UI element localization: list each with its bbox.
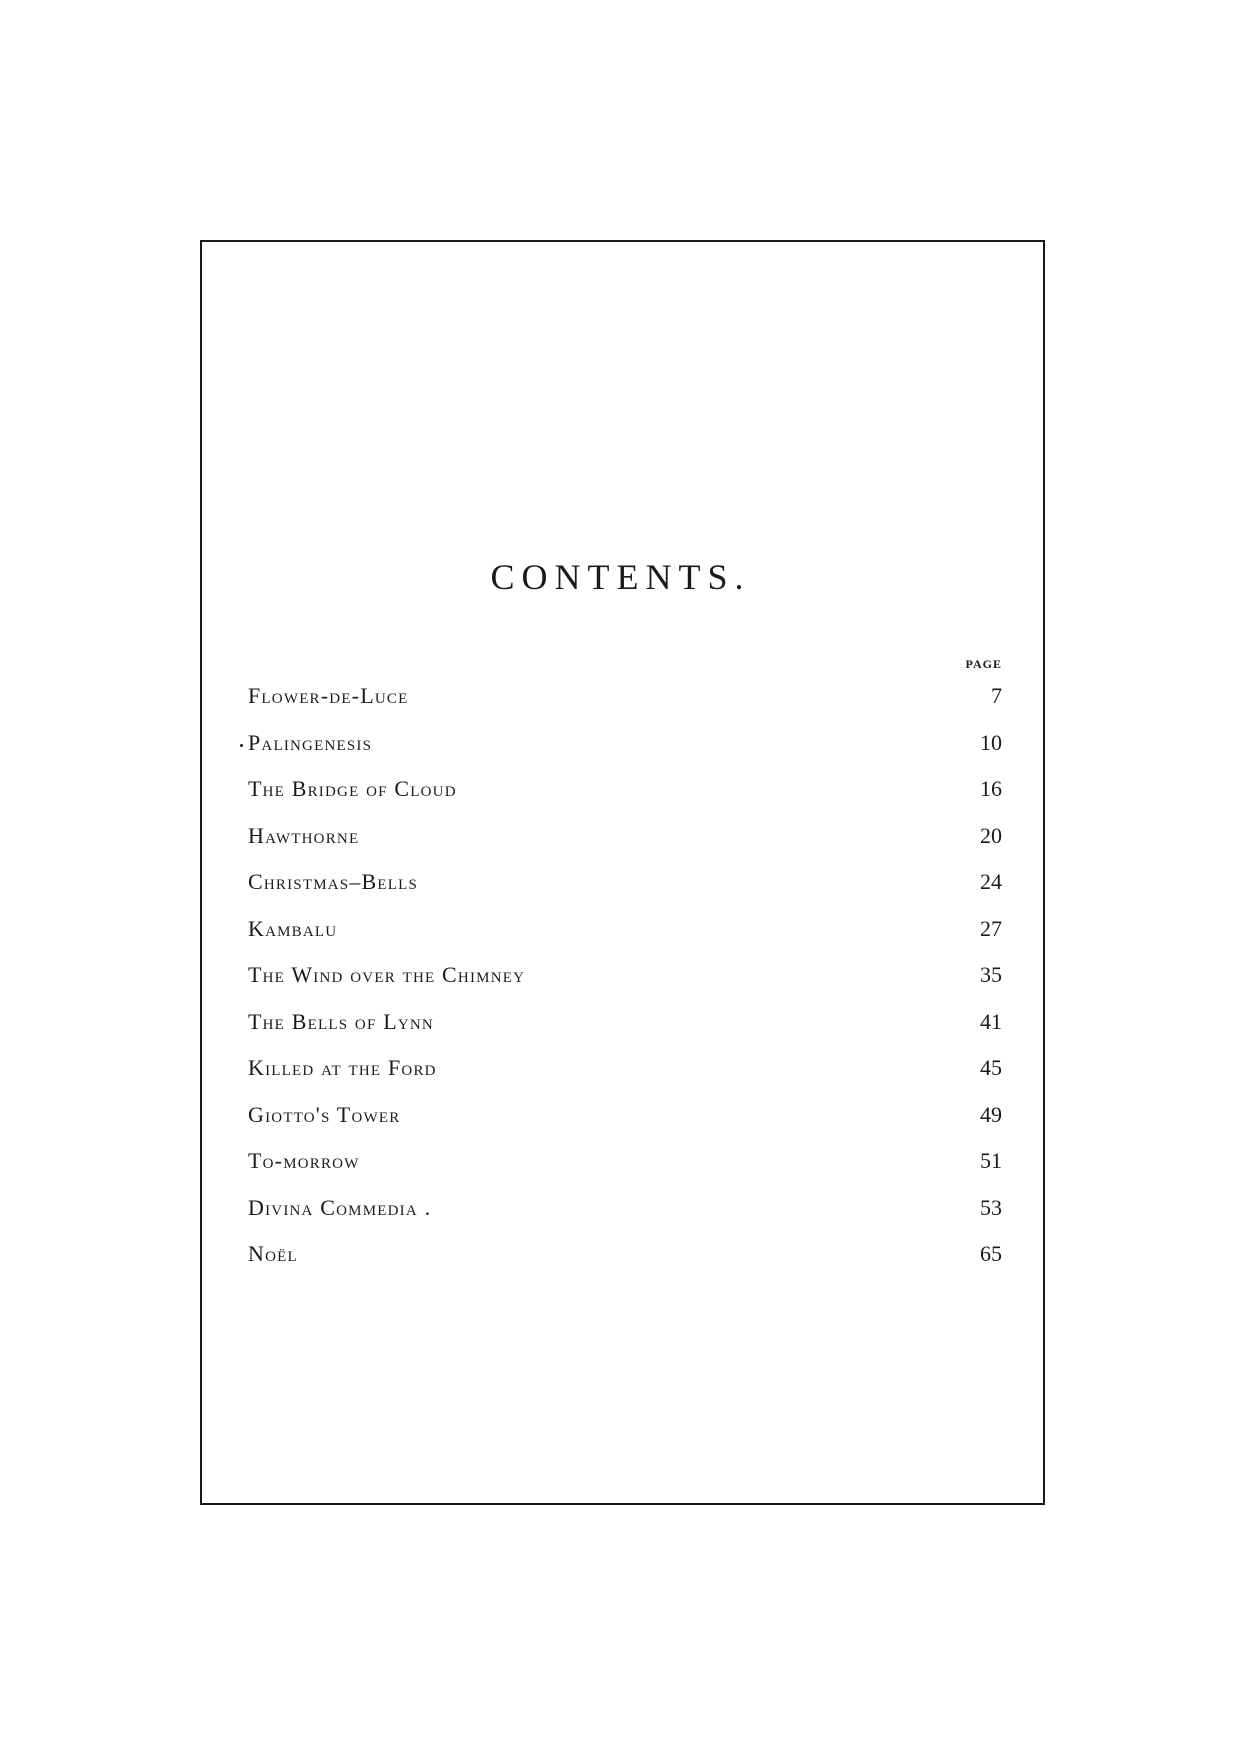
toc-entry-page: 41	[980, 1008, 1002, 1034]
toc-entry-page: 53	[980, 1194, 1002, 1220]
toc-entry	[248, 1143, 1002, 1190]
toc-entry	[248, 1236, 1002, 1283]
toc-entry	[248, 1097, 1002, 1144]
toc-entry	[248, 1004, 1002, 1051]
toc-entry	[248, 911, 1002, 958]
toc-entry-title: The Bridge of Cloud	[248, 776, 457, 801]
toc-entry-title: The Bells of Lynn	[248, 1008, 434, 1034]
toc-entry-page: 49	[980, 1101, 1002, 1127]
toc-entry	[248, 1050, 1002, 1097]
toc-entry-title: Kambalu	[248, 915, 338, 941]
toc-entry-title: To-morrow	[248, 1148, 360, 1173]
stray-print-mark	[240, 744, 243, 747]
toc-entry-page: 35	[980, 962, 1002, 987]
toc-entry-page: 51	[980, 1148, 1002, 1173]
toc-entry-page: 10	[980, 729, 1002, 755]
toc-entry-page: 16	[980, 776, 1002, 801]
toc-entry-title: Giotto's Tower	[248, 1101, 401, 1127]
toc-entry-page: 24	[980, 869, 1002, 894]
toc-entry-title: Hawthorne	[248, 822, 360, 848]
toc-entry-title: Christmas–Bells	[248, 869, 419, 894]
page-column-header: PAGE	[965, 657, 1002, 671]
toc-entry	[248, 771, 1002, 818]
toc-entry-page: 27	[980, 915, 1002, 941]
toc-entry-title: Divina Commedia .	[248, 1194, 432, 1220]
toc-entry-title: Noël	[248, 1241, 298, 1266]
toc-entry-title: Palingenesis	[248, 729, 373, 755]
toc-entry-page: 45	[980, 1055, 1002, 1080]
toc-entry-title: The Wind over the Chimney	[248, 962, 526, 987]
toc-entry	[248, 818, 1002, 865]
toc-entry-title: Flower-de-Luce	[248, 683, 409, 708]
toc-entry	[248, 725, 1002, 772]
toc-entry	[248, 957, 1002, 1004]
toc-entry-page: 7	[991, 683, 1002, 708]
toc-entry-title: Killed at the Ford	[248, 1055, 437, 1080]
toc-entry	[248, 1190, 1002, 1237]
toc-entry	[248, 678, 1002, 725]
contents-heading: CONTENTS.	[490, 557, 751, 597]
toc-entry-page: 20	[980, 822, 1002, 848]
toc-entry-page: 65	[980, 1241, 1002, 1266]
table-of-contents	[248, 678, 1002, 1283]
toc-entry	[248, 864, 1002, 911]
